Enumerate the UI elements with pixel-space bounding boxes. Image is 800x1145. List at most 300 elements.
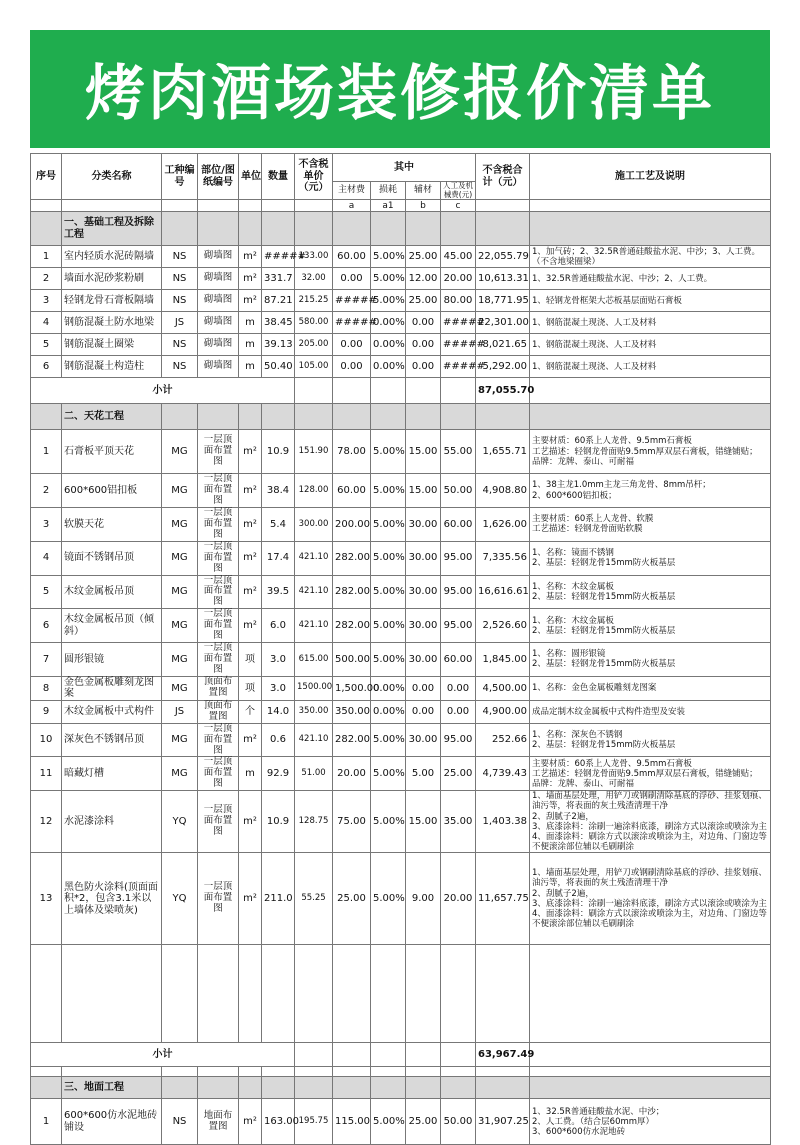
row-aux: 15.00 (406, 430, 441, 474)
row-total: 2,526.60 (476, 609, 530, 643)
row-name: 木纹金属板吊顶 (62, 575, 162, 609)
row-aux: 30.00 (406, 541, 441, 575)
row-seq: 1 (31, 246, 62, 268)
row-price: 51.00 (295, 757, 333, 791)
row-total: 4,739.43 (476, 757, 530, 791)
row-drawing: 砌墙图 (198, 334, 239, 356)
row-qty: 211.0 (262, 853, 295, 945)
section-title: 二、天花工程 (62, 404, 162, 430)
row-seq: 7 (31, 643, 62, 677)
row-loss: 5.00% (371, 508, 406, 542)
row-desc: 1、加气砖；2、32.5R普通硅酸盐水泥、中沙；3、人工费。（不含地梁圈梁） (530, 246, 771, 268)
header-group: 其中 (333, 154, 476, 182)
row-desc: 主要材质：60系上人龙骨、9.5mm石膏板 工艺描述：轻钢龙骨面贴9.5mm厚双层石膏板，错缝铺贴； 品牌：龙牌、泰山、可耐福 (530, 430, 771, 474)
table-row (31, 246, 771, 268)
row-labor: 50.00 (441, 1099, 476, 1145)
row-price: 151.90 (295, 430, 333, 474)
row-loss: 0.00% (371, 676, 406, 700)
row-total: 5,292.00 (476, 356, 530, 378)
table-row (31, 757, 771, 791)
row-code: MG (162, 474, 198, 508)
row-unit: m² (239, 575, 262, 609)
row-seq: 2 (31, 474, 62, 508)
row-loss: 5.00% (371, 853, 406, 945)
row-code: NS (162, 356, 198, 378)
row-unit: 项 (239, 676, 262, 700)
row-labor: 35.00 (441, 791, 476, 853)
row-unit: m² (239, 853, 262, 945)
table-row (31, 508, 771, 542)
row-name: 黑色防火涂料(顶面面积*2，包含3.1米以上墙体及梁喷灰) (62, 853, 162, 945)
row-aux: 15.00 (406, 791, 441, 853)
row-code: YQ (162, 791, 198, 853)
row-desc: 1、墙面基层处理，用铲刀或钢刷清除基底的浮砂、挂浆划痕、油污等，将表面的灰土残渣清理干净 2、刮腻子2遍， 3、底漆涂料：涂刷一遍涂料底漆，刷涂方式以滚涂或喷涂为主 4、面漆涂料：刷涂方式以滚涂或喷涂为主，对边角、门窗边等不便滚涂部位辅以毛刷刷涂 (530, 853, 771, 945)
row-desc: 1、名称：圆形银镜 2、基层：轻钢龙骨15mm防火板基层 (530, 643, 771, 677)
header-letter-a: a (333, 200, 371, 212)
row-drawing: 一层顶面布置图 (198, 575, 239, 609)
row-seq: 13 (31, 853, 62, 945)
row-name: 圆形银镜 (62, 643, 162, 677)
row-seq: 2 (31, 268, 62, 290)
row-price: 128.75 (295, 791, 333, 853)
row-price: 580.00 (295, 312, 333, 334)
row-desc: 1、名称：金色金属板雕刻龙图案 (530, 676, 771, 700)
row-total: 31,907.25 (476, 1099, 530, 1145)
row-unit: m (239, 312, 262, 334)
row-desc: 1、38主龙1.0mm主龙三角龙骨、8mm吊杆； 2、600*600铝扣板； (530, 474, 771, 508)
header-price: 不含税单价（元） (295, 154, 333, 200)
row-drawing: 砌墙图 (198, 268, 239, 290)
row-name: 钢筋混凝土防水地梁 (62, 312, 162, 334)
row-aux: 0.00 (406, 356, 441, 378)
row-desc: 1、32.5R普通硅酸盐水泥、中沙； 2、人工费。（结合层60mm厚） 3、600*600仿水泥地砖 (530, 1099, 771, 1145)
row-drawing: 一层顶面布置图 (198, 757, 239, 791)
row-code: NS (162, 334, 198, 356)
row-drawing: 顶面布置图 (198, 700, 239, 723)
row-code: NS (162, 1099, 198, 1145)
row-total: 1,626.00 (476, 508, 530, 542)
header-aux: 辅材 (406, 182, 441, 200)
row-drawing: 砌墙图 (198, 312, 239, 334)
row-seq: 5 (31, 334, 62, 356)
row-drawing: 一层顶面布置图 (198, 791, 239, 853)
row-material: 282.00 (333, 723, 371, 757)
row-desc: 1、名称：木纹金属板 2、基层：轻钢龙骨15mm防火板基层 (530, 575, 771, 609)
row-aux: 0.00 (406, 676, 441, 700)
row-seq: 9 (31, 700, 62, 723)
subtotal-label: 小计 (31, 378, 295, 404)
header-desc: 施工工艺及说明 (530, 154, 771, 200)
row-qty: 39.5 (262, 575, 295, 609)
row-drawing: 砌墙图 (198, 356, 239, 378)
row-name: 水泥漆涂料 (62, 791, 162, 853)
row-price: 1500.00 (295, 676, 333, 700)
row-name: 深灰色不锈钢吊顶 (62, 723, 162, 757)
row-drawing: 一层顶面布置图 (198, 853, 239, 945)
row-code: MG (162, 609, 198, 643)
row-name: 金色金属板雕刻龙图案 (62, 676, 162, 700)
row-desc: 成品定制木纹金属板中式构件造型及安装 (530, 700, 771, 723)
row-desc: 1、钢筋混凝土现浇、人工及材料 (530, 312, 771, 334)
row-material: 60.00 (333, 246, 371, 268)
row-code: MG (162, 575, 198, 609)
row-material: 25.00 (333, 853, 371, 945)
row-loss: 5.00% (371, 268, 406, 290)
row-material: ##### (333, 290, 371, 312)
row-name: 镜面不锈钢吊顶 (62, 541, 162, 575)
row-material: 115.00 (333, 1099, 371, 1145)
row-name: 600*600铝扣板 (62, 474, 162, 508)
row-aux: 25.00 (406, 290, 441, 312)
section-title: 一、基础工程及拆除工程 (62, 212, 162, 246)
row-drawing: 一层顶面布置图 (198, 609, 239, 643)
subtotal-value: 63,967.49 (476, 1043, 530, 1067)
row-name: 轻钢龙骨石膏板隔墙 (62, 290, 162, 312)
row-material: 500.00 (333, 643, 371, 677)
row-code: JS (162, 700, 198, 723)
row-code: MG (162, 676, 198, 700)
row-material: 60.00 (333, 474, 371, 508)
row-unit: 项 (239, 643, 262, 677)
row-unit: m² (239, 508, 262, 542)
header-unit: 单位 (239, 154, 262, 200)
row-desc: 1、32.5R普通硅酸盐水泥、中沙；2、人工费。 (530, 268, 771, 290)
row-loss: 5.00% (371, 643, 406, 677)
table-row (31, 474, 771, 508)
row-unit: m² (239, 474, 262, 508)
row-drawing: 地面布置图 (198, 1099, 239, 1145)
row-labor: 25.00 (441, 757, 476, 791)
row-aux: 9.00 (406, 853, 441, 945)
table-row (31, 1099, 771, 1145)
table-row (31, 791, 771, 853)
row-name: 木纹金属板中式构件 (62, 700, 162, 723)
row-aux: 25.00 (406, 1099, 441, 1145)
row-code: MG (162, 757, 198, 791)
row-price: 32.00 (295, 268, 333, 290)
header-material: 主材费 (333, 182, 371, 200)
row-qty: 10.9 (262, 430, 295, 474)
table-row (31, 430, 771, 474)
row-labor: 20.00 (441, 268, 476, 290)
header-name: 分类名称 (62, 154, 162, 200)
header-drawing: 部位/图纸编号 (198, 154, 239, 200)
row-price: 421.10 (295, 723, 333, 757)
row-qty: 3.0 (262, 676, 295, 700)
row-labor: 0.00 (441, 676, 476, 700)
row-seq: 11 (31, 757, 62, 791)
row-seq: 8 (31, 676, 62, 700)
row-total: 22,301.00 (476, 312, 530, 334)
row-name: 钢筋混凝土构造柱 (62, 356, 162, 378)
row-price: 615.00 (295, 643, 333, 677)
row-code: MG (162, 430, 198, 474)
row-unit: m² (239, 723, 262, 757)
row-desc: 1、墙面基层处理，用铲刀或钢刷清除基底的浮砂、挂浆划痕、油污等，将表面的灰土残渣清理干净 2、刮腻子2遍， 3、底漆涂料：涂刷一遍涂料底漆，刷涂方式以滚涂或喷涂为主 4、面漆涂料：刷涂方式以滚涂或喷涂为主，对边角、门窗边等不便滚涂部位辅以毛刷刷涂 (530, 791, 771, 853)
row-price: 421.10 (295, 541, 333, 575)
row-drawing: 一层顶面布置图 (198, 430, 239, 474)
row-loss: 5.00% (371, 474, 406, 508)
row-aux: 25.00 (406, 246, 441, 268)
row-unit: m² (239, 791, 262, 853)
row-loss: 0.00% (371, 356, 406, 378)
row-qty: 10.9 (262, 791, 295, 853)
subtotal-row (31, 1043, 771, 1067)
row-price: 421.10 (295, 609, 333, 643)
table-row (31, 723, 771, 757)
row-total: 4,500.00 (476, 676, 530, 700)
row-total: 1,403.38 (476, 791, 530, 853)
row-total: 1,655.71 (476, 430, 530, 474)
row-desc: 1、名称：镜面不锈钢 2、基层：轻钢龙骨15mm防火板基层 (530, 541, 771, 575)
row-unit: m² (239, 609, 262, 643)
row-seq: 3 (31, 508, 62, 542)
row-seq: 4 (31, 312, 62, 334)
row-price: 205.00 (295, 334, 333, 356)
row-qty: 163.00 (262, 1099, 295, 1145)
table-row (31, 575, 771, 609)
row-aux: 0.00 (406, 312, 441, 334)
row-total: 8,021.65 (476, 334, 530, 356)
row-total: 11,657.75 (476, 853, 530, 945)
row-seq: 1 (31, 430, 62, 474)
row-material: 0.00 (333, 356, 371, 378)
row-total: 4,908.80 (476, 474, 530, 508)
table-row (31, 676, 771, 700)
row-loss: 5.00% (371, 430, 406, 474)
row-desc: 1、钢筋混凝土现浇、人工及材料 (530, 356, 771, 378)
row-drawing: 一层顶面布置图 (198, 541, 239, 575)
row-aux: 12.00 (406, 268, 441, 290)
row-qty: 92.9 (262, 757, 295, 791)
row-labor: 20.00 (441, 853, 476, 945)
row-total: 18,771.95 (476, 290, 530, 312)
row-code: MG (162, 508, 198, 542)
row-total: 4,900.00 (476, 700, 530, 723)
table-row (31, 700, 771, 723)
row-qty: 0.6 (262, 723, 295, 757)
row-loss: 5.00% (371, 575, 406, 609)
row-aux: 15.00 (406, 474, 441, 508)
row-desc: 主要材质：60系上人龙骨、软膜 工艺描述：轻钢龙骨面贴软膜 (530, 508, 771, 542)
row-loss: 5.00% (371, 791, 406, 853)
title-banner (30, 30, 770, 148)
row-material: 75.00 (333, 791, 371, 853)
header-code: 工种编号 (162, 154, 198, 200)
row-seq: 12 (31, 791, 62, 853)
row-name: 暗藏灯槽 (62, 757, 162, 791)
row-material: 282.00 (333, 575, 371, 609)
row-loss: 5.00% (371, 757, 406, 791)
row-drawing: 砌墙图 (198, 246, 239, 268)
row-unit: m² (239, 430, 262, 474)
row-material: ##### (333, 312, 371, 334)
row-unit: 个 (239, 700, 262, 723)
row-code: NS (162, 246, 198, 268)
row-total: 22,055.79 (476, 246, 530, 268)
row-qty: 331.7 (262, 268, 295, 290)
row-total: 1,845.00 (476, 643, 530, 677)
row-desc: 1、名称：木纹金属板 2、基层：轻钢龙骨15mm防火板基层 (530, 609, 771, 643)
row-code: JS (162, 312, 198, 334)
row-aux: 30.00 (406, 643, 441, 677)
row-code: MG (162, 723, 198, 757)
row-material: 282.00 (333, 541, 371, 575)
row-desc: 1、名称：深灰色不锈钢 2、基层：轻钢龙骨15mm防火板基层 (530, 723, 771, 757)
row-labor: 95.00 (441, 609, 476, 643)
row-material: 282.00 (333, 609, 371, 643)
section-header (31, 212, 771, 246)
row-aux: 0.00 (406, 334, 441, 356)
table-row (31, 356, 771, 378)
row-qty: 38.45 (262, 312, 295, 334)
row-labor: 80.00 (441, 290, 476, 312)
row-seq: 6 (31, 356, 62, 378)
page-title: 烤肉酒场装修报价清单 (85, 59, 715, 129)
row-aux: 5.00 (406, 757, 441, 791)
section-header (31, 404, 771, 430)
subtotal-value: 87,055.70 (476, 378, 530, 404)
header-letter-b: b (406, 200, 441, 212)
row-price: 215.25 (295, 290, 333, 312)
row-drawing: 一层顶面布置图 (198, 508, 239, 542)
row-aux: 30.00 (406, 508, 441, 542)
row-name: 墙面水泥砂浆粉刷 (62, 268, 162, 290)
row-drawing: 砌墙图 (198, 290, 239, 312)
row-seq: 10 (31, 723, 62, 757)
row-code: YQ (162, 853, 198, 945)
row-unit: m² (239, 290, 262, 312)
row-loss: 5.00% (371, 541, 406, 575)
row-material: 78.00 (333, 430, 371, 474)
row-price: 133.00 (295, 246, 333, 268)
row-price: 300.00 (295, 508, 333, 542)
row-aux: 30.00 (406, 723, 441, 757)
row-loss: 5.00% (371, 723, 406, 757)
row-code: MG (162, 541, 198, 575)
row-code: NS (162, 290, 198, 312)
row-qty: 39.13 (262, 334, 295, 356)
row-labor: 95.00 (441, 723, 476, 757)
table-row (31, 541, 771, 575)
row-labor: 95.00 (441, 541, 476, 575)
row-qty: 38.4 (262, 474, 295, 508)
row-qty: 6.0 (262, 609, 295, 643)
row-qty: 87.21 (262, 290, 295, 312)
row-unit: m (239, 356, 262, 378)
row-labor: 45.00 (441, 246, 476, 268)
table-row (31, 268, 771, 290)
row-loss: 5.00% (371, 290, 406, 312)
row-name: 钢筋混凝土圈梁 (62, 334, 162, 356)
header-total: 不含税合计（元） (476, 154, 530, 200)
row-material: 200.00 (333, 508, 371, 542)
row-labor: 95.00 (441, 575, 476, 609)
row-labor: ##### (441, 312, 476, 334)
section-header (31, 1077, 771, 1099)
row-total: 7,335.56 (476, 541, 530, 575)
row-price: 195.75 (295, 1099, 333, 1145)
table-body (31, 212, 771, 1145)
row-qty: 5.4 (262, 508, 295, 542)
row-qty: 50.40 (262, 356, 295, 378)
subtotal-row (31, 378, 771, 404)
row-labor: 50.00 (441, 474, 476, 508)
row-seq: 3 (31, 290, 62, 312)
header-loss: 损耗 (371, 182, 406, 200)
row-price: 128.00 (295, 474, 333, 508)
row-price: 350.00 (295, 700, 333, 723)
row-total: 16,616.61 (476, 575, 530, 609)
row-seq: 5 (31, 575, 62, 609)
quote-table (30, 153, 771, 1145)
row-drawing: 一层顶面布置图 (198, 643, 239, 677)
row-unit: m² (239, 268, 262, 290)
row-labor: ##### (441, 356, 476, 378)
row-labor: 60.00 (441, 508, 476, 542)
header-labor: 人工及机械费(元) (441, 182, 476, 200)
row-code: NS (162, 268, 198, 290)
row-material: 0.00 (333, 334, 371, 356)
row-desc: 1、轻钢龙骨框架大芯板基层面贴石膏板 (530, 290, 771, 312)
row-name: 软膜天花 (62, 508, 162, 542)
row-loss: 0.00% (371, 334, 406, 356)
row-drawing: 顶面布置图 (198, 676, 239, 700)
row-loss: 5.00% (371, 609, 406, 643)
row-qty: 14.0 (262, 700, 295, 723)
row-desc: 1、钢筋混凝土现浇、人工及材料 (530, 334, 771, 356)
row-aux: 30.00 (406, 609, 441, 643)
table-row (31, 290, 771, 312)
row-labor: 0.00 (441, 700, 476, 723)
header-letter-c: c (441, 200, 476, 212)
row-labor: ##### (441, 334, 476, 356)
row-loss: 0.00% (371, 700, 406, 723)
row-unit: m² (239, 246, 262, 268)
row-unit: m (239, 334, 262, 356)
row-drawing: 一层顶面布置图 (198, 474, 239, 508)
table-row (31, 609, 771, 643)
row-total: 10,613.31 (476, 268, 530, 290)
row-material: 350.00 (333, 700, 371, 723)
row-material: 1,500.00 (333, 676, 371, 700)
row-unit: m² (239, 1099, 262, 1145)
row-labor: 60.00 (441, 643, 476, 677)
table-row (31, 643, 771, 677)
subtotal-label: 小计 (31, 1043, 295, 1067)
row-unit: m (239, 757, 262, 791)
empty-row (31, 945, 771, 1043)
row-seq: 4 (31, 541, 62, 575)
row-name: 木纹金属板吊顶（倾斜） (62, 609, 162, 643)
table-row (31, 312, 771, 334)
header-qty: 数量 (262, 154, 295, 200)
row-qty: 17.4 (262, 541, 295, 575)
row-code: MG (162, 643, 198, 677)
table-row (31, 334, 771, 356)
row-qty: ##### (262, 246, 295, 268)
row-material: 20.00 (333, 757, 371, 791)
row-loss: 5.00% (371, 1099, 406, 1145)
row-seq: 6 (31, 609, 62, 643)
row-loss: 0.00% (371, 312, 406, 334)
row-unit: m² (239, 541, 262, 575)
row-seq: 1 (31, 1099, 62, 1145)
row-desc: 主要材质：60系上人龙骨、9.5mm石膏板 工艺描述：轻钢龙骨面贴9.5mm厚双层石膏板，错缝铺贴； 品牌：龙牌、泰山、可耐福 (530, 757, 771, 791)
row-name: 600*600仿水泥地砖铺设 (62, 1099, 162, 1145)
row-aux: 0.00 (406, 700, 441, 723)
row-price: 421.10 (295, 575, 333, 609)
